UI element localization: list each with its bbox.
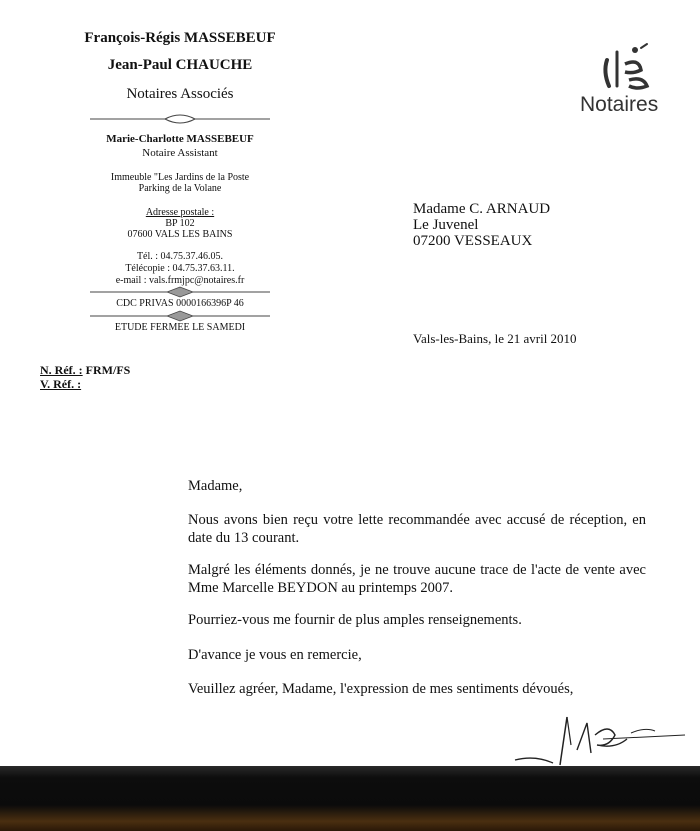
closed-notice: ETUDE FERMEE LE SAMEDI: [114, 322, 246, 333]
notaires-logo-icon: [595, 42, 665, 97]
divider-ornament: [85, 111, 275, 127]
postal-label: Adresse postale :: [145, 207, 215, 218]
scan-edge-band: [0, 766, 700, 831]
recipient-address-2: 07200 VESSEAUX: [413, 233, 533, 249]
assistant-name: Marie-Charlotte MASSEBEUF: [106, 133, 254, 145]
address-parking: Parking de la Volane: [138, 183, 222, 194]
notary-name-2: Jean-Paul CHAUCHE: [107, 57, 253, 73]
paragraph-4: D'avance je vous en remercie,: [188, 647, 362, 663]
our-reference-label: N. Réf. :: [40, 363, 83, 377]
your-reference: [40, 377, 81, 392]
paragraph-2: Malgré les éléments donnés, je ne trouve aucune trace de l'acte de vente avec Mme Marcelle BEYDON au printemps 2007.: [188, 562, 646, 596]
fax: Télécopie : 04.75.37.63.11.: [125, 263, 235, 274]
recipient-name: Madame C. ARNAUD: [413, 201, 551, 217]
notary-name-1: François-Régis MASSEBEUF: [84, 30, 276, 46]
salutation: Madame,: [188, 478, 243, 494]
phone: Tél. : 04.75.37.46.05.: [136, 251, 224, 262]
postal-bp: BP 102: [165, 218, 195, 229]
email: e-mail : vals.frmjpc@notaires.fr: [115, 275, 245, 286]
assistant-title: Notaire Assistant: [142, 147, 218, 159]
our-reference-value: FRM/FS: [85, 363, 131, 377]
our-reference: [40, 363, 130, 378]
recipient-address-1: Le Juvenel: [413, 217, 479, 233]
signature-image: [505, 705, 695, 775]
paragraph-1: Nous avons bien reçu votre lette recommandée avec accusé de réception, en date du 13 courant.: [188, 512, 646, 546]
address-building: Immeuble "Les Jardins de la Poste: [110, 172, 250, 183]
firm-name: Notaires Associés: [126, 86, 234, 102]
letter-date: Vals-les-Bains, le 21 avril 2010: [413, 331, 577, 346]
bank-account: CDC PRIVAS 0000166396P 46: [116, 298, 244, 309]
paragraph-3: Pourriez-vous me fournir de plus amples renseignements.: [188, 612, 522, 628]
logo-text: Notaires: [580, 93, 659, 116]
your-reference-label: V. Réf. :: [40, 377, 82, 391]
divider-ornament-3: [85, 310, 275, 322]
postal-city: 07600 VALS LES BAINS: [127, 229, 233, 240]
paragraph-5: Veuillez agréer, Madame, l'expression de mes sentiments dévoués,: [188, 681, 574, 697]
divider-ornament-2: [85, 286, 275, 298]
